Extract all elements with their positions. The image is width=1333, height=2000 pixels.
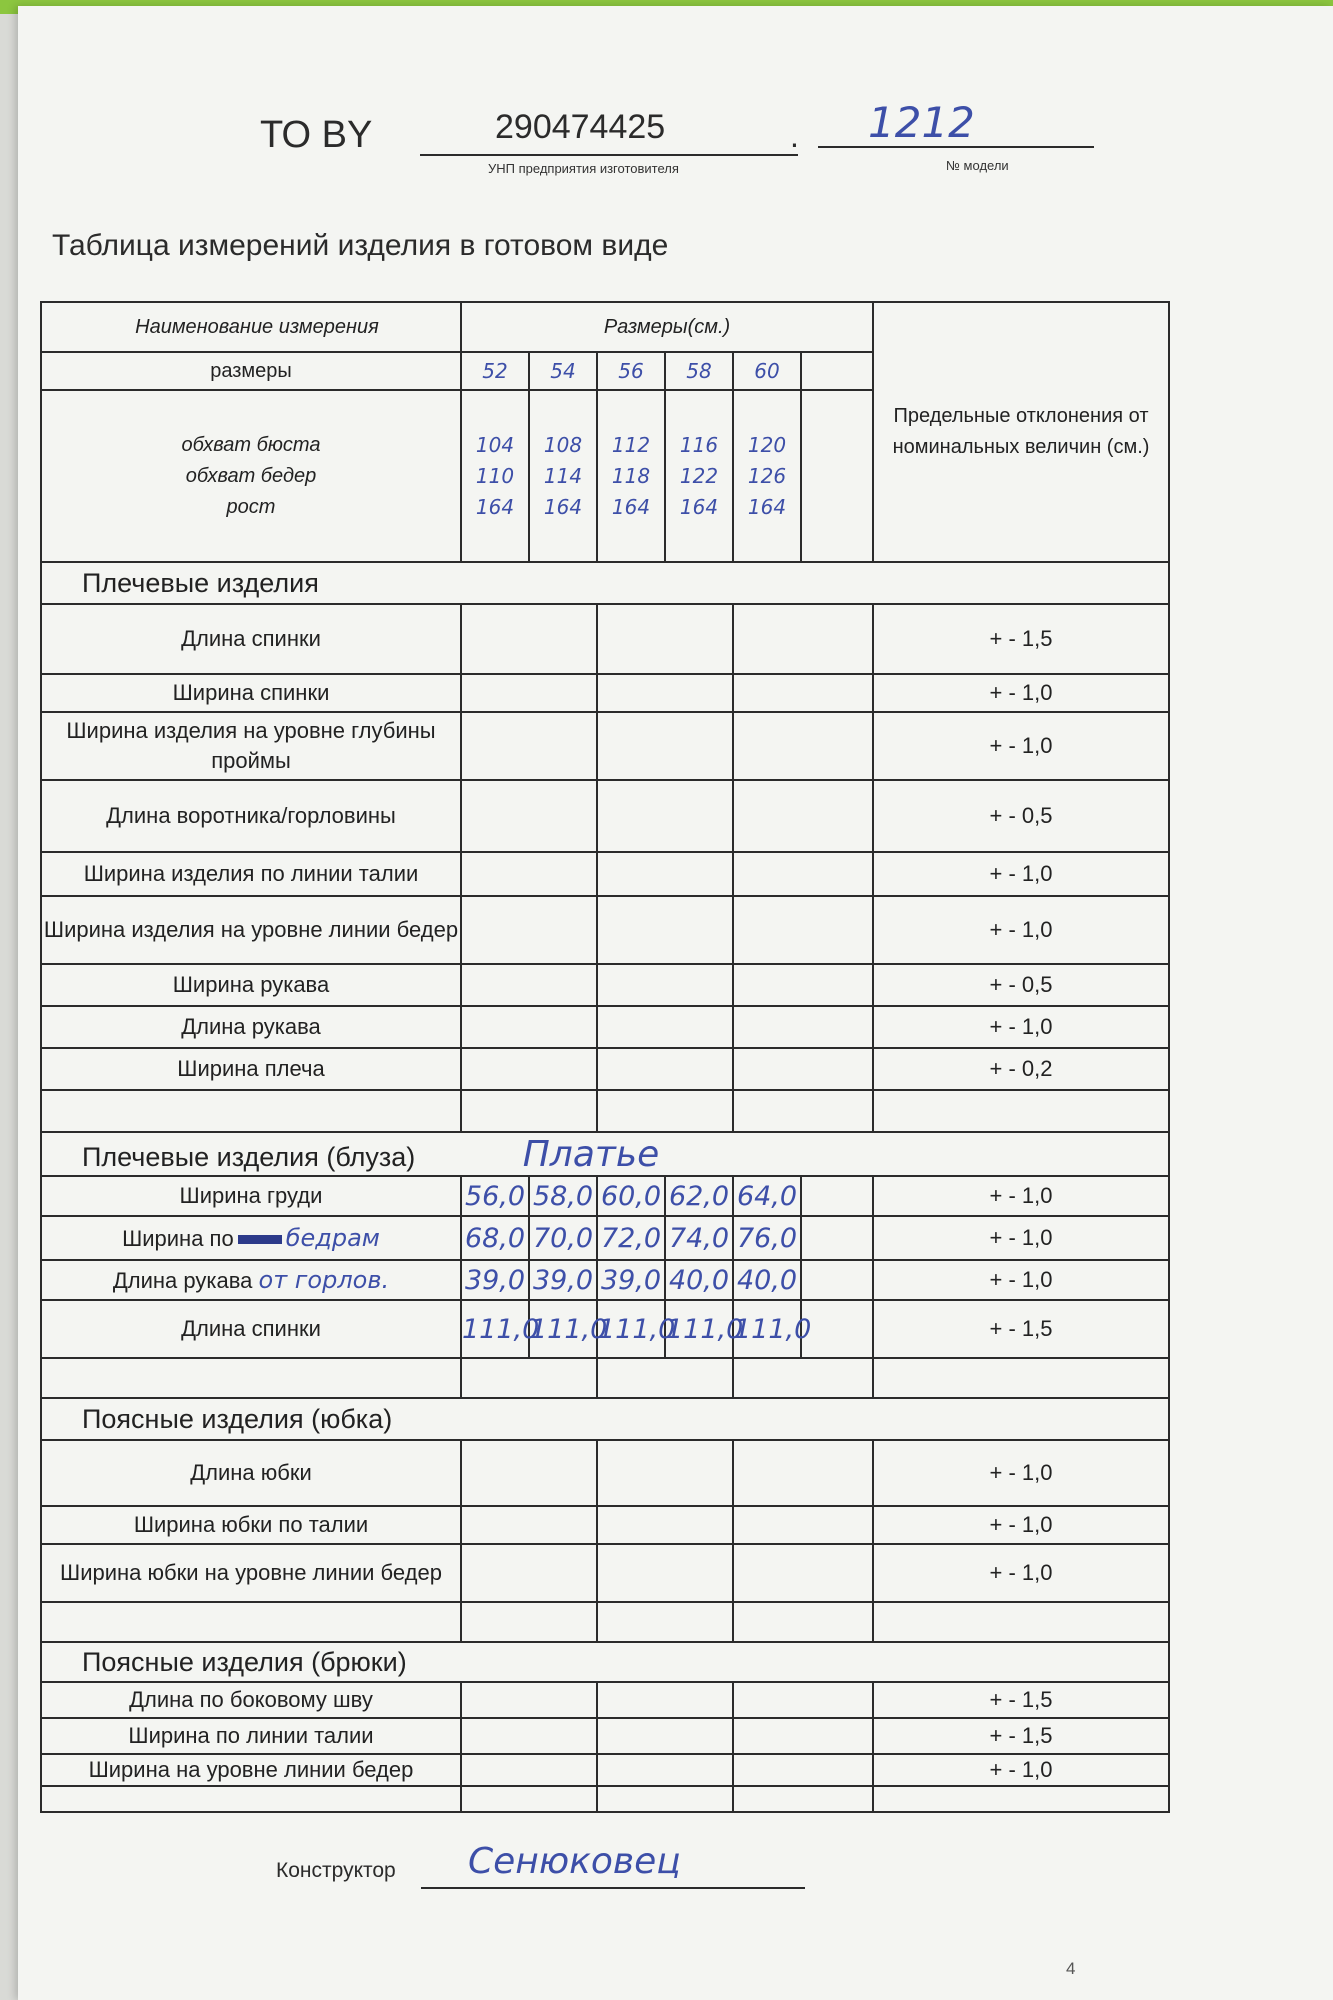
empty-cell <box>801 1216 873 1260</box>
measurement-label-cell <box>41 1260 461 1300</box>
value-cell <box>461 1544 597 1602</box>
deviation-value: + - 1,0 <box>873 1506 1169 1544</box>
table-row <box>41 1754 1169 1786</box>
deviation-value: + - 1,0 <box>873 1544 1169 1602</box>
section-header <box>41 562 1169 604</box>
value-cell <box>461 674 597 712</box>
value-cell <box>733 604 873 674</box>
empty-cell <box>801 1300 873 1358</box>
value-cell <box>597 674 733 712</box>
measurement-label: Длина спинки <box>41 604 461 674</box>
empty-row <box>41 1786 1169 1812</box>
table-row <box>41 852 1169 896</box>
table-row <box>41 1544 1169 1602</box>
deviation-value: + - 1,0 <box>873 1176 1169 1216</box>
anthropometry-values: 108 114 164 <box>529 390 597 562</box>
signature-label: Конструктор <box>276 1859 396 1882</box>
hip-girth-label: обхват бедер <box>185 464 317 487</box>
table-row <box>41 674 1169 712</box>
deviation-value: + - 1,0 <box>873 896 1169 964</box>
size-measurement: 64,0 <box>733 1176 801 1216</box>
measurement-label: Ширина груди <box>41 1176 461 1216</box>
measurement-label: Ширина изделия по линии талии <box>41 852 461 896</box>
name-header: Наименование измерения <box>41 302 461 352</box>
signature-underline <box>421 1887 805 1889</box>
deviation-value: + - 1,0 <box>873 852 1169 896</box>
section-header <box>41 1398 1169 1440</box>
size-measurement: 39,0 <box>529 1260 597 1300</box>
deviation-value: + - 1,0 <box>873 674 1169 712</box>
value-cell <box>597 1718 733 1754</box>
value-cell <box>461 896 597 964</box>
value-cell <box>733 964 873 1006</box>
value-cell <box>733 712 873 780</box>
size-measurement: 62,0 <box>665 1176 733 1216</box>
size-measurement: 60,0 <box>597 1176 665 1216</box>
strikethrough-mark <box>238 1235 282 1244</box>
section-title: Плечевые изделия (блуза) <box>82 1141 416 1172</box>
measurement-label: Длина по боковому шву <box>41 1682 461 1718</box>
table-row <box>41 896 1169 964</box>
deviation-value: + - 1,5 <box>873 604 1169 674</box>
value-cell <box>733 1440 873 1506</box>
size-measurement: 74,0 <box>665 1216 733 1260</box>
measurement-table <box>40 301 1170 1813</box>
section-title: Поясные изделия (брюки) <box>41 1642 1169 1682</box>
value-cell <box>461 1048 597 1090</box>
measurement-label: Ширина изделия на уровне линии бедер <box>41 896 461 964</box>
value-cell <box>733 896 873 964</box>
unp-number: 290474425 <box>495 108 666 146</box>
measurement-label: Длина спинки <box>41 1300 461 1358</box>
value-cell <box>597 1754 733 1786</box>
section-title-cell <box>41 1132 1169 1176</box>
table-row <box>41 1006 1169 1048</box>
measurement-label: Длина юбки <box>41 1440 461 1506</box>
table-row <box>41 1216 1169 1260</box>
anthropometry-values: 120 126 164 <box>733 390 801 562</box>
deviation-value: + - 0,2 <box>873 1048 1169 1090</box>
value-cell <box>461 1440 597 1506</box>
table-row <box>41 1440 1169 1506</box>
measurement-label: Ширина рукава <box>41 964 461 1006</box>
value-cell <box>733 1718 873 1754</box>
empty-row <box>41 1090 1169 1132</box>
sizes-label: размеры <box>41 352 461 390</box>
size-measurement: 111,0 <box>665 1300 733 1358</box>
value-cell <box>733 1754 873 1786</box>
measurement-label: Ширина юбки на уровне линии бедер <box>41 1544 461 1602</box>
measurement-label-cell <box>41 1216 461 1260</box>
size-measurement: 76,0 <box>733 1216 801 1260</box>
value-cell <box>597 1440 733 1506</box>
unp-caption: УНП предприятия изготовителя <box>488 161 679 176</box>
size-measurement: 56,0 <box>461 1176 529 1216</box>
signature-value: Сенюковец <box>468 1841 681 1882</box>
deviation-value: + - 1,0 <box>873 1260 1169 1300</box>
measurement-label: Ширина спинки <box>41 674 461 712</box>
table-row <box>41 1682 1169 1718</box>
anthropometry-values: 112 118 164 <box>597 390 665 562</box>
value-cell <box>461 780 597 852</box>
model-caption: № модели <box>946 158 1009 173</box>
measurement-label: Ширина плеча <box>41 1048 461 1090</box>
deviation-value: + - 1,0 <box>873 1440 1169 1506</box>
size-measurement: 39,0 <box>597 1260 665 1300</box>
size-measurement: 111,0 <box>733 1300 801 1358</box>
value-cell <box>597 964 733 1006</box>
measurement-label: Длина рукава <box>41 1006 461 1048</box>
anthropometry-values: 116 122 164 <box>665 390 733 562</box>
deviation-value: + - 0,5 <box>873 964 1169 1006</box>
value-cell <box>461 604 597 674</box>
height-label: рост <box>226 495 276 518</box>
empty-cell <box>801 390 873 562</box>
size-measurement: 111,0 <box>461 1300 529 1358</box>
size-measurement: 72,0 <box>597 1216 665 1260</box>
value-cell <box>733 1006 873 1048</box>
handwritten-label: от горлов. <box>258 1265 390 1294</box>
size-measurement: 39,0 <box>461 1260 529 1300</box>
size-value: 60 <box>733 352 801 390</box>
size-measurement: 68,0 <box>461 1216 529 1260</box>
size-measurement: 40,0 <box>665 1260 733 1300</box>
value-cell <box>461 1754 597 1786</box>
tu-prefix: ТО BY <box>260 114 373 156</box>
table-row <box>41 604 1169 674</box>
table-row <box>41 1718 1169 1754</box>
value-cell <box>733 1048 873 1090</box>
value-cell <box>597 780 733 852</box>
table-row <box>41 1260 1169 1300</box>
table-header-row <box>41 302 1169 352</box>
measurement-label: Ширина по <box>122 1225 234 1251</box>
model-number: 1212 <box>868 98 975 147</box>
value-cell <box>597 1506 733 1544</box>
value-cell <box>461 1718 597 1754</box>
value-cell <box>733 674 873 712</box>
value-cell <box>733 780 873 852</box>
deviation-value: + - 1,5 <box>873 1300 1169 1358</box>
deviation-value: + - 1,0 <box>873 1006 1169 1048</box>
measurement-label: Длина воротника/горловины <box>41 780 461 852</box>
value-cell <box>597 852 733 896</box>
size-value: 56 <box>597 352 665 390</box>
page-number: 4 <box>1066 1959 1076 1978</box>
size-measurement: 58,0 <box>529 1176 597 1216</box>
measurement-label: Длина рукава <box>112 1267 253 1293</box>
size-measurement: 70,0 <box>529 1216 597 1260</box>
value-cell <box>733 1544 873 1602</box>
deviation-header: Предельные отклонения от номинальных величин (см.) <box>873 302 1169 562</box>
empty-row <box>41 1602 1169 1642</box>
document-title: Таблица измерений изделия в готовом виде <box>52 229 669 262</box>
section-title: Плечевые изделия <box>41 562 1169 604</box>
size-value: 54 <box>529 352 597 390</box>
table-row <box>41 964 1169 1006</box>
sizes-header: Размеры(см.) <box>461 302 873 352</box>
table-row <box>41 1176 1169 1216</box>
value-cell <box>597 712 733 780</box>
anthropometry-labels <box>41 390 461 562</box>
section-header <box>41 1132 1169 1176</box>
empty-cell <box>801 1260 873 1300</box>
measurement-label: Ширина по линии талии <box>41 1718 461 1754</box>
value-cell <box>733 1682 873 1718</box>
table-row <box>41 1300 1169 1358</box>
value-cell <box>461 964 597 1006</box>
measurement-label: Ширина изделия на уровне глубины проймы <box>41 712 461 780</box>
section-title: Поясные изделия (юбка) <box>41 1398 1169 1440</box>
document-sheet <box>18 6 1333 2000</box>
value-cell <box>461 1682 597 1718</box>
table-row <box>41 1506 1169 1544</box>
anthropometry-values: 104 110 164 <box>461 390 529 562</box>
empty-row <box>41 1358 1169 1398</box>
value-cell <box>597 1048 733 1090</box>
value-cell <box>461 1006 597 1048</box>
value-cell <box>597 1006 733 1048</box>
measurement-label: Ширина юбки по талии <box>41 1506 461 1544</box>
handwritten-label: бедрам <box>285 1223 380 1252</box>
table-row <box>41 712 1169 780</box>
deviation-value: + - 1,5 <box>873 1682 1169 1718</box>
deviation-value: + - 1,0 <box>873 1754 1169 1786</box>
empty-cell <box>801 352 873 390</box>
value-cell <box>461 712 597 780</box>
value-cell <box>597 896 733 964</box>
section-note: Платье <box>522 1133 660 1175</box>
empty-cell <box>801 1176 873 1216</box>
table-row <box>41 1048 1169 1090</box>
size-value: 58 <box>665 352 733 390</box>
deviation-value: + - 1,0 <box>873 712 1169 780</box>
value-cell <box>461 852 597 896</box>
deviation-value: + - 0,5 <box>873 780 1169 852</box>
value-cell <box>597 1682 733 1718</box>
size-measurement: 111,0 <box>597 1300 665 1358</box>
header-separator: . <box>790 118 799 154</box>
section-header <box>41 1642 1169 1682</box>
size-value: 52 <box>461 352 529 390</box>
unp-underline <box>420 154 798 156</box>
bust-girth-label: обхват бюста <box>181 433 321 456</box>
size-measurement: 111,0 <box>529 1300 597 1358</box>
measurement-label: Ширина на уровне линии бедер <box>41 1754 461 1786</box>
value-cell <box>733 1506 873 1544</box>
value-cell <box>597 604 733 674</box>
value-cell <box>461 1506 597 1544</box>
value-cell <box>597 1544 733 1602</box>
deviation-value: + - 1,5 <box>873 1718 1169 1754</box>
table-row <box>41 780 1169 852</box>
deviation-value: + - 1,0 <box>873 1216 1169 1260</box>
value-cell <box>733 852 873 896</box>
size-measurement: 40,0 <box>733 1260 801 1300</box>
